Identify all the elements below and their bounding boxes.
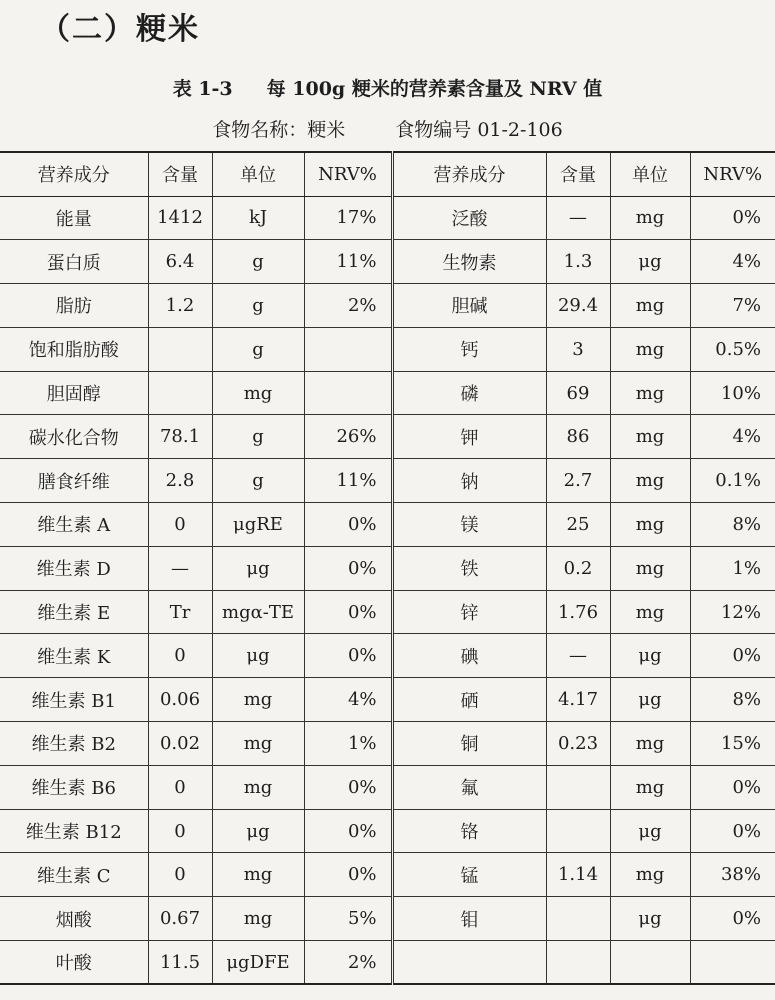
nutrient-name: 维生素 A [0, 503, 148, 547]
nutrient-unit: mg [610, 722, 690, 766]
nutrient-amount [148, 371, 212, 415]
nutrient-unit: μg [212, 634, 304, 678]
table-row [0, 722, 775, 766]
table-row [0, 897, 775, 941]
nutrient-unit: mg [610, 765, 690, 809]
nutrient-name: 维生素 B1 [0, 678, 148, 722]
column-header: 营养成分 [392, 152, 546, 196]
nutrient-amount: 2.8 [148, 459, 212, 503]
nutrient-unit: g [212, 284, 304, 328]
nutrient-unit: mg [610, 853, 690, 897]
nutrient-name: 叶酸 [0, 941, 148, 985]
nutrient-nrv: 15% [690, 722, 775, 766]
nutrient-unit: μgRE [212, 503, 304, 547]
section-heading: （二）粳米 [40, 12, 200, 47]
table-caption-text: 每 100g 粳米的营养素含量及 NRV 值 [266, 78, 603, 100]
nutrient-unit: mgα-TE [212, 590, 304, 634]
nutrient-nrv: 0% [690, 634, 775, 678]
table-row [0, 503, 775, 547]
nutrient-amount: — [148, 546, 212, 590]
table-row [0, 459, 775, 503]
table-caption [0, 74, 775, 101]
nutrient-name: 氟 [392, 765, 546, 809]
nutrient-name: 镁 [392, 503, 546, 547]
table-row [0, 371, 775, 415]
column-header: NRV% [690, 152, 775, 196]
nutrient-name: 维生素 B12 [0, 809, 148, 853]
column-header: 营养成分 [0, 152, 148, 196]
nutrient-unit: mg [610, 371, 690, 415]
nutrient-unit: μg [610, 678, 690, 722]
nutrient-amount: 0 [148, 503, 212, 547]
nutrient-name: 维生素 C [0, 853, 148, 897]
nutrient-nrv [304, 371, 392, 415]
nutrient-unit: mg [212, 853, 304, 897]
table-row [0, 765, 775, 809]
nutrient-name: 铬 [392, 809, 546, 853]
nutrient-amount: 3 [546, 327, 610, 371]
nutrient-name [392, 941, 546, 985]
nutrient-nrv: 0% [304, 546, 392, 590]
column-header: NRV% [304, 152, 392, 196]
table-number: 表 1-3 [172, 78, 233, 100]
nutrient-unit: mg [610, 327, 690, 371]
table-row [0, 634, 775, 678]
nutrient-amount [546, 941, 610, 985]
nutrient-unit: μg [610, 634, 690, 678]
nutrient-amount: 1412 [148, 196, 212, 240]
table-row [0, 678, 775, 722]
nutrient-name: 生物素 [392, 240, 546, 284]
nutrient-amount: 0.67 [148, 897, 212, 941]
nutrient-nrv: 8% [690, 503, 775, 547]
nutrient-name: 硒 [392, 678, 546, 722]
nutrient-amount [546, 897, 610, 941]
nutrient-amount [148, 327, 212, 371]
nutrient-nrv: 17% [304, 196, 392, 240]
nutrient-amount: 0.2 [546, 546, 610, 590]
nutrient-name: 磷 [392, 371, 546, 415]
nutrient-amount: 0 [148, 765, 212, 809]
nutrient-amount: 0.23 [546, 722, 610, 766]
nutrient-nrv: 0% [690, 765, 775, 809]
nutrient-amount: 25 [546, 503, 610, 547]
nutrient-nrv: 0% [690, 897, 775, 941]
nutrient-amount: 4.17 [546, 678, 610, 722]
nutrient-unit: mg [610, 503, 690, 547]
nutrient-unit: g [212, 327, 304, 371]
nutrient-name: 胆碱 [392, 284, 546, 328]
nutrient-name: 铁 [392, 546, 546, 590]
nutrient-nrv: 4% [690, 415, 775, 459]
nutrient-name: 钾 [392, 415, 546, 459]
nutrient-unit: μgDFE [212, 941, 304, 985]
nutrient-amount: 0 [148, 853, 212, 897]
nutrient-unit: mg [212, 371, 304, 415]
nutrient-amount: 1.2 [148, 284, 212, 328]
table-row [0, 853, 775, 897]
nutrient-unit: mg [610, 284, 690, 328]
nutrient-unit: g [212, 459, 304, 503]
nutrient-amount: 1.76 [546, 590, 610, 634]
food-name: 食物名称：粳米 [212, 119, 346, 141]
nutrient-nrv: 38% [690, 853, 775, 897]
nutrient-unit [610, 941, 690, 985]
nutrient-unit: μg [610, 897, 690, 941]
nutrient-amount: — [546, 634, 610, 678]
nutrient-unit: mg [610, 415, 690, 459]
column-header: 含量 [546, 152, 610, 196]
nutrient-nrv [690, 941, 775, 985]
nutrient-amount: 0 [148, 809, 212, 853]
nutrient-name: 碳水化合物 [0, 415, 148, 459]
nutrient-nrv: 8% [690, 678, 775, 722]
nutrient-unit: μg [610, 240, 690, 284]
nutrient-amount: 11.5 [148, 941, 212, 985]
table-row [0, 546, 775, 590]
nutrient-nrv: 10% [690, 371, 775, 415]
nutrient-unit: kJ [212, 196, 304, 240]
nutrient-name: 钼 [392, 897, 546, 941]
nutrient-nrv: 11% [304, 459, 392, 503]
nutrient-nrv: 0% [304, 590, 392, 634]
nutrient-amount: — [546, 196, 610, 240]
nutrient-name: 饱和脂肪酸 [0, 327, 148, 371]
nutrient-nrv: 0% [304, 809, 392, 853]
nutrient-nrv: 11% [304, 240, 392, 284]
nutrient-name: 蛋白质 [0, 240, 148, 284]
nutrient-name: 胆固醇 [0, 371, 148, 415]
nutrient-name: 维生素 B6 [0, 765, 148, 809]
nutrient-amount: 86 [546, 415, 610, 459]
nutrient-name: 维生素 D [0, 546, 148, 590]
nutrient-name: 锰 [392, 853, 546, 897]
nutrient-unit: mg [610, 590, 690, 634]
table-row [0, 941, 775, 985]
nutrient-name: 维生素 E [0, 590, 148, 634]
nutrient-name: 维生素 K [0, 634, 148, 678]
nutrient-nrv: 7% [690, 284, 775, 328]
nutrient-nrv: 5% [304, 897, 392, 941]
nutrient-unit: μg [610, 809, 690, 853]
nutrient-unit: mg [212, 678, 304, 722]
nutrient-amount: 78.1 [148, 415, 212, 459]
nutrient-nrv: 0.5% [690, 327, 775, 371]
nutrient-unit: μg [212, 546, 304, 590]
nutrient-name: 锌 [392, 590, 546, 634]
nutrient-unit: μg [212, 809, 304, 853]
nutrient-nrv: 1% [690, 546, 775, 590]
column-header: 单位 [212, 152, 304, 196]
nutrient-nrv: 2% [304, 284, 392, 328]
food-info [0, 115, 775, 142]
nutrient-nrv: 0% [304, 765, 392, 809]
food-code: 食物编号 01-2-106 [395, 119, 563, 141]
nutrient-name: 脂肪 [0, 284, 148, 328]
table-row [0, 196, 775, 240]
table-body [0, 196, 775, 984]
nutrient-unit: mg [212, 897, 304, 941]
table-row [0, 284, 775, 328]
nutrient-amount: 0.06 [148, 678, 212, 722]
nutrient-nrv: 0% [690, 196, 775, 240]
nutrient-nrv: 0% [304, 853, 392, 897]
table-row [0, 590, 775, 634]
table-header-row [0, 152, 775, 196]
column-header: 单位 [610, 152, 690, 196]
nutrient-name: 维生素 B2 [0, 722, 148, 766]
nutrient-nrv: 12% [690, 590, 775, 634]
nutrient-name: 钠 [392, 459, 546, 503]
nutrient-amount: 2.7 [546, 459, 610, 503]
nutrient-amount: 0.02 [148, 722, 212, 766]
nutrient-unit: mg [610, 459, 690, 503]
nutrient-table [0, 151, 775, 985]
table-row [0, 240, 775, 284]
nutrient-nrv: 0% [690, 809, 775, 853]
table-row [0, 415, 775, 459]
table-row [0, 327, 775, 371]
nutrient-name: 钙 [392, 327, 546, 371]
nutrient-unit: g [212, 240, 304, 284]
nutrient-name: 能量 [0, 196, 148, 240]
nutrient-amount: 69 [546, 371, 610, 415]
nutrient-nrv: 26% [304, 415, 392, 459]
nutrient-amount: 29.4 [546, 284, 610, 328]
nutrient-amount: 6.4 [148, 240, 212, 284]
nutrient-name: 烟酸 [0, 897, 148, 941]
nutrient-name: 铜 [392, 722, 546, 766]
nutrient-name: 膳食纤维 [0, 459, 148, 503]
nutrient-amount: 1.3 [546, 240, 610, 284]
nutrient-amount: Tr [148, 590, 212, 634]
nutrient-unit: g [212, 415, 304, 459]
nutrient-nrv: 4% [304, 678, 392, 722]
nutrient-name: 泛酸 [392, 196, 546, 240]
nutrient-nrv: 2% [304, 941, 392, 985]
nutrient-unit: mg [212, 765, 304, 809]
column-header: 含量 [148, 152, 212, 196]
nutrient-unit: mg [610, 546, 690, 590]
table-row [0, 809, 775, 853]
nutrient-amount: 0 [148, 634, 212, 678]
nutrient-nrv: 0.1% [690, 459, 775, 503]
nutrient-nrv: 4% [690, 240, 775, 284]
nutrient-name: 碘 [392, 634, 546, 678]
nutrient-unit: mg [212, 722, 304, 766]
nutrient-nrv [304, 327, 392, 371]
nutrient-amount [546, 765, 610, 809]
nutrient-unit: mg [610, 196, 690, 240]
nutrient-nrv: 1% [304, 722, 392, 766]
nutrient-amount: 1.14 [546, 853, 610, 897]
nutrient-nrv: 0% [304, 503, 392, 547]
nutrient-amount [546, 809, 610, 853]
nutrient-nrv: 0% [304, 634, 392, 678]
